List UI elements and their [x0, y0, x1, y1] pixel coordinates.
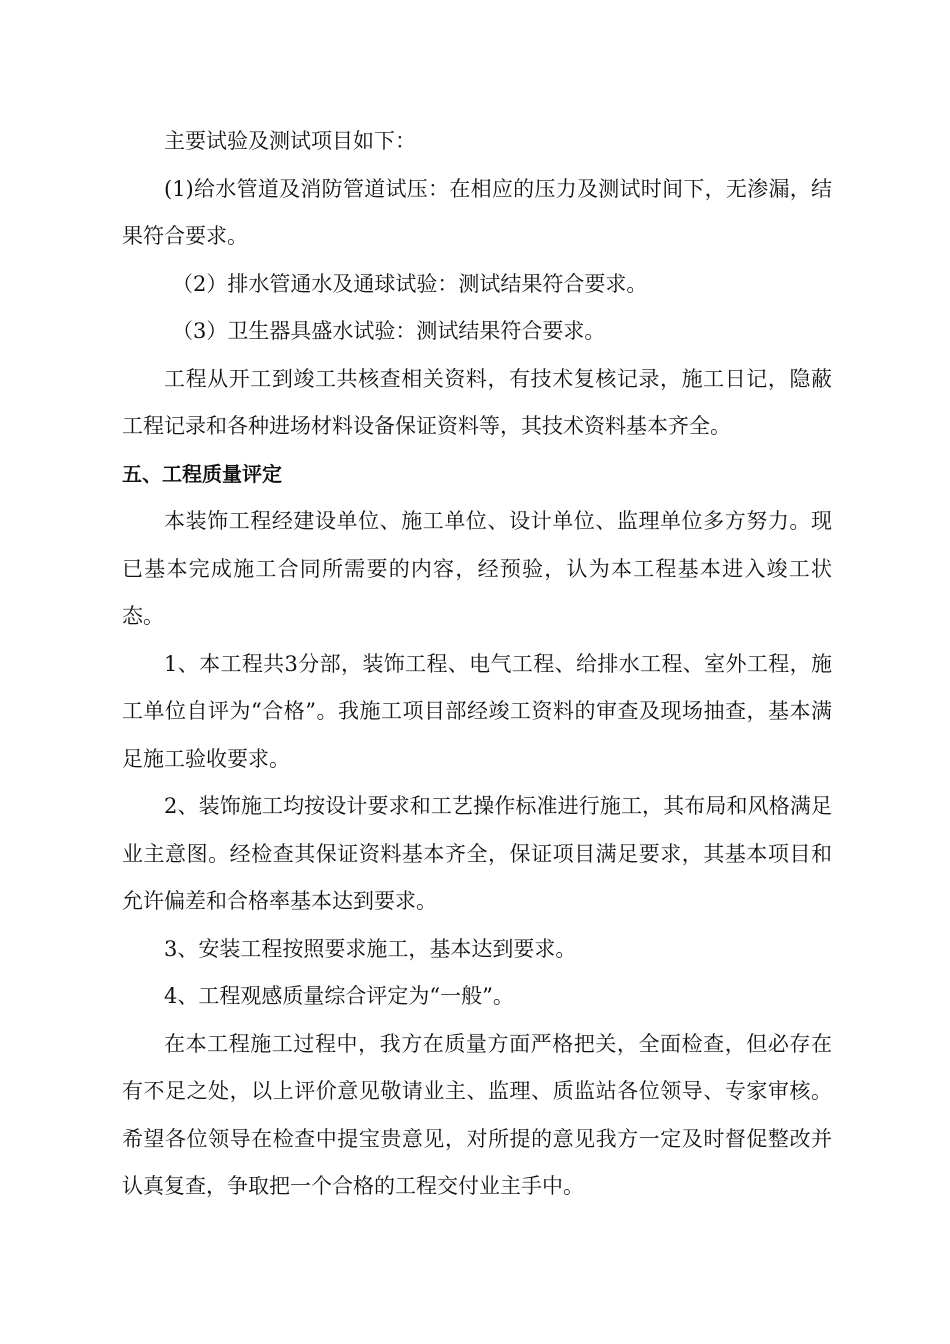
section-heading: 五、工程质量评定 — [122, 461, 282, 486]
finding-3: 3、安装工程按照要求施工，基本达到要求。 — [164, 936, 577, 961]
section-intro-paragraph: 本装饰工程经建设单位、施工单位、设计单位、监理单位多方努力。现已基本完成施工合同所需要的内容，经预验，认为本工程基本进入竣工状态。 — [122, 509, 832, 628]
records-paragraph: 工程从开工到竣工共核查相关资料，有技术复核记录，施工日记，隐蔽工程记录和各种进场材料设备保证资料等，其技术资料基本齐全。 — [122, 366, 832, 438]
finding-1: 1、本工程共3分部，装饰工程、电气工程、给排水工程、室外工程，施工单位自评为“合格”。我施工项目部经竣工资料的审查及现场抽查，基本满足施工验收要求。 — [122, 651, 832, 771]
closing-paragraph: 在本工程施工过程中，我方在质量方面严格把关，全面检查，但必存在有不足之处，以上评价意见敬请业主、监理、质监站各位领导、专家审核。希望各位领导在检查中提宝贵意见，对所提的意见我方一定及时督促整改并认真复查，争取把一个合格的工程交付业主手中。 — [122, 1031, 832, 1198]
document-body — [122, 118, 832, 1211]
intro-paragraph: 主要试验及测试项目如下： — [164, 129, 416, 153]
test-item-3: （3）卫生器具盛水试验：测试结果符合要求。 — [172, 319, 606, 343]
finding-2: 2、装饰施工均按设计要求和工艺操作标准进行施工，其布局和风格满足业主意图。经检查其保证资料基本齐全，保证项目满足要求，其基本项目和允许偏差和合格率基本达到要求。 — [122, 794, 832, 913]
test-item-1: (1)给水管道及消防管道试压：在相应的压力及测试时间下，无渗漏，结果符合要求。 — [122, 176, 832, 248]
test-item-2: （2）排水管通水及通球试验：测试结果符合要求。 — [172, 271, 648, 296]
finding-4: 4、工程观感质量综合评定为“一般”。 — [164, 984, 514, 1008]
